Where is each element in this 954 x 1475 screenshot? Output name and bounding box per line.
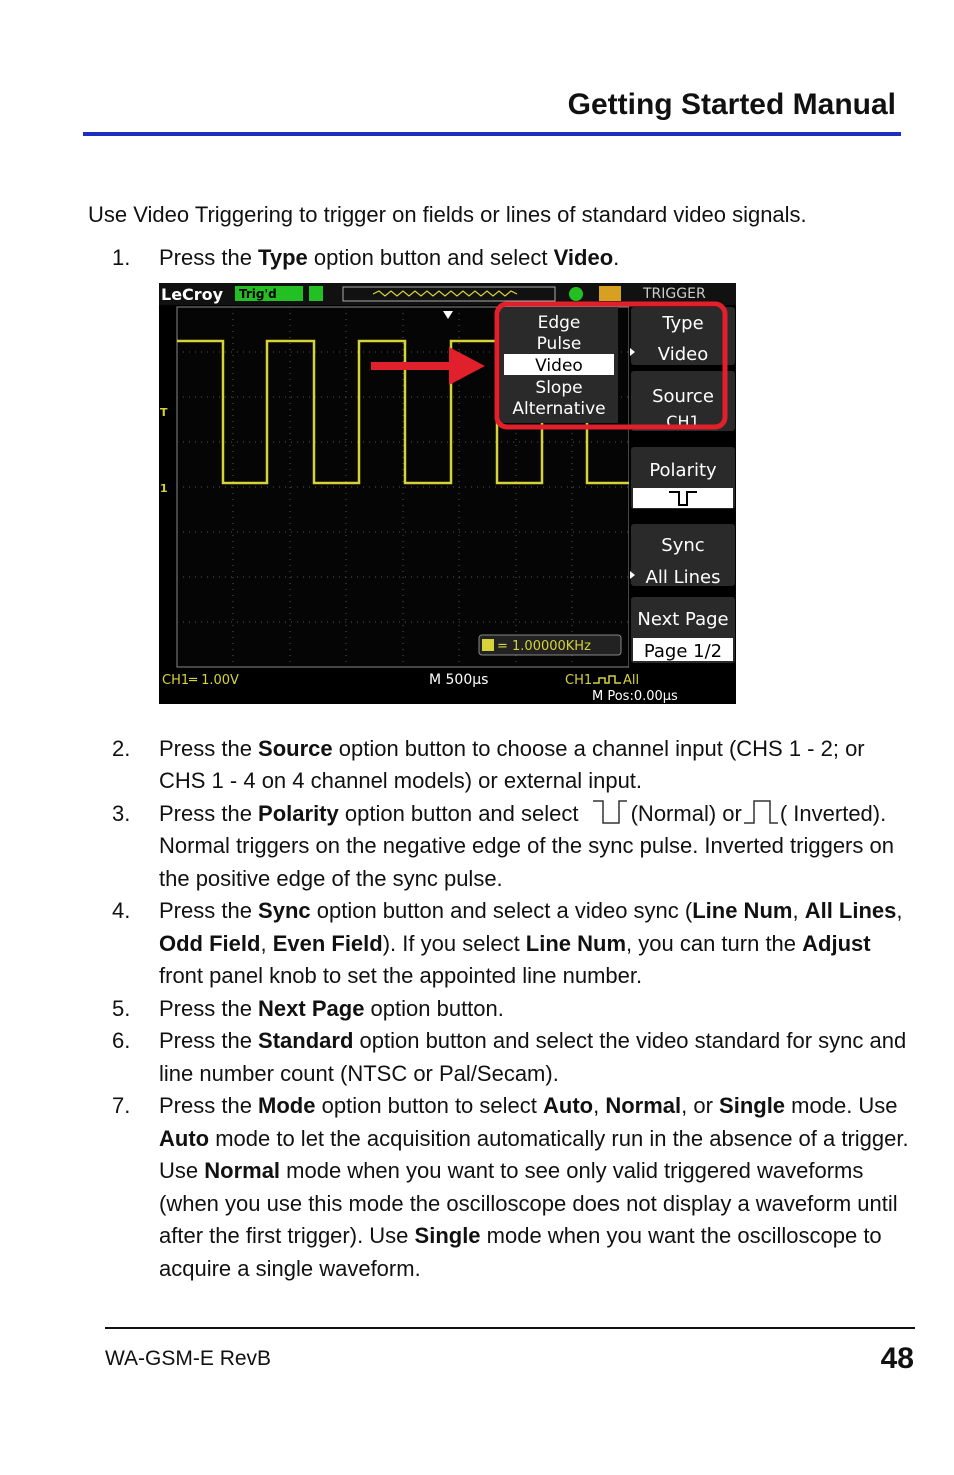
softkey-sync-value: All Lines [645, 567, 721, 588]
run-icon [309, 286, 323, 301]
frequency-readout: = 1.00000KHz [497, 639, 591, 654]
footer-rule [105, 1327, 915, 1329]
trigger-video-icon [593, 676, 621, 683]
type-option-video[interactable]: Video [535, 356, 583, 376]
step-5: 5. Press the Next Page option button. [112, 995, 504, 1021]
frequency-icon [482, 639, 494, 651]
step-3: 3. Press the Polarity option button and select (Normal) or ( Inverted). Normal triggers on the negative edge of the sync pulse. Inverted triggers on the positive edge of the sync pulse. [112, 800, 894, 891]
normal-polarity-icon [591, 799, 629, 827]
softkey-source-value: CH1 [666, 412, 700, 431]
header-rule [83, 132, 901, 136]
highlight-arrow [371, 362, 451, 370]
step-number: 1. [112, 245, 131, 270]
ch1-ground-marker: 1 [160, 482, 168, 495]
usb-icon [569, 287, 583, 301]
horizontal-position: M Pos:0.00μs [592, 689, 678, 704]
step-7: 7. Press the Mode option button to select Auto, Normal, or Single mode. Use Auto mode to let the acquisition automatically run in the absence of a trigger. Use Normal mode when you want to see only valid triggered waveforms (when you use this mode the oscilloscope does not display a waveform until after the first trigger). Use Single mode when you want the oscilloscope to acquire a single waveform. [112, 1093, 909, 1281]
trigger-source: CH1 [565, 673, 593, 688]
oscilloscope-screenshot [159, 283, 736, 704]
type-option-slope[interactable]: Slope [535, 378, 583, 398]
softkey-polarity-label[interactable]: Polarity [649, 460, 717, 481]
printer-icon [599, 286, 621, 301]
step-1: 1. Press the Type option button and select Video. [112, 242, 912, 733]
ch1-scale: CH1═ 1.00V [162, 673, 239, 688]
softkey-page-value: Page 1/2 [643, 641, 723, 662]
brand-logo: LeCroy [161, 285, 224, 304]
scope-display [159, 283, 736, 704]
step-6: 6. Press the Standard option button and select the video standard for sync and line number count (NTSC or Pal/Secam). [112, 1028, 907, 1086]
inverted-polarity-icon [742, 799, 780, 827]
page-number: 48 [880, 1342, 914, 1375]
softkey-sync-label[interactable]: Sync [661, 535, 705, 556]
softkey-next-page-label[interactable]: Next Page [637, 609, 729, 630]
footer-doc-id: WA-GSM-E RevB [105, 1347, 272, 1370]
step-2: 2. Press the Source option button to choose a channel input (CHS 1 - 2; or CHS 1 - 4 on 4 channel models) or external input. [112, 735, 865, 793]
trigger-mode: All [623, 673, 640, 688]
step-4: 4. Press the Sync option button and select a video sync (Line Num, All Lines, Odd Field, Even Field). If you select Line Num, you can turn the Adjust front panel knob to set the appointed line number. [112, 898, 903, 988]
softkey-source-label[interactable]: Source [652, 386, 714, 407]
type-option-alternative[interactable]: Alternative [512, 399, 606, 419]
timebase: M 500μs [429, 672, 489, 688]
softkey-type-label[interactable]: Type [662, 313, 704, 334]
type-option-pulse[interactable]: Pulse [536, 334, 582, 354]
type-option-edge[interactable]: Edge [537, 313, 581, 333]
page-header-title: Getting Started Manual [567, 88, 896, 121]
softkey-type-value: Video [657, 344, 709, 365]
trigger-status-badge: Trig'd [239, 287, 277, 301]
intro-paragraph: Use Video Triggering to trigger on fields or lines of standard video signals. [88, 202, 807, 227]
trigger-level-marker: T [160, 406, 168, 419]
menu-title: TRIGGER [643, 286, 706, 302]
